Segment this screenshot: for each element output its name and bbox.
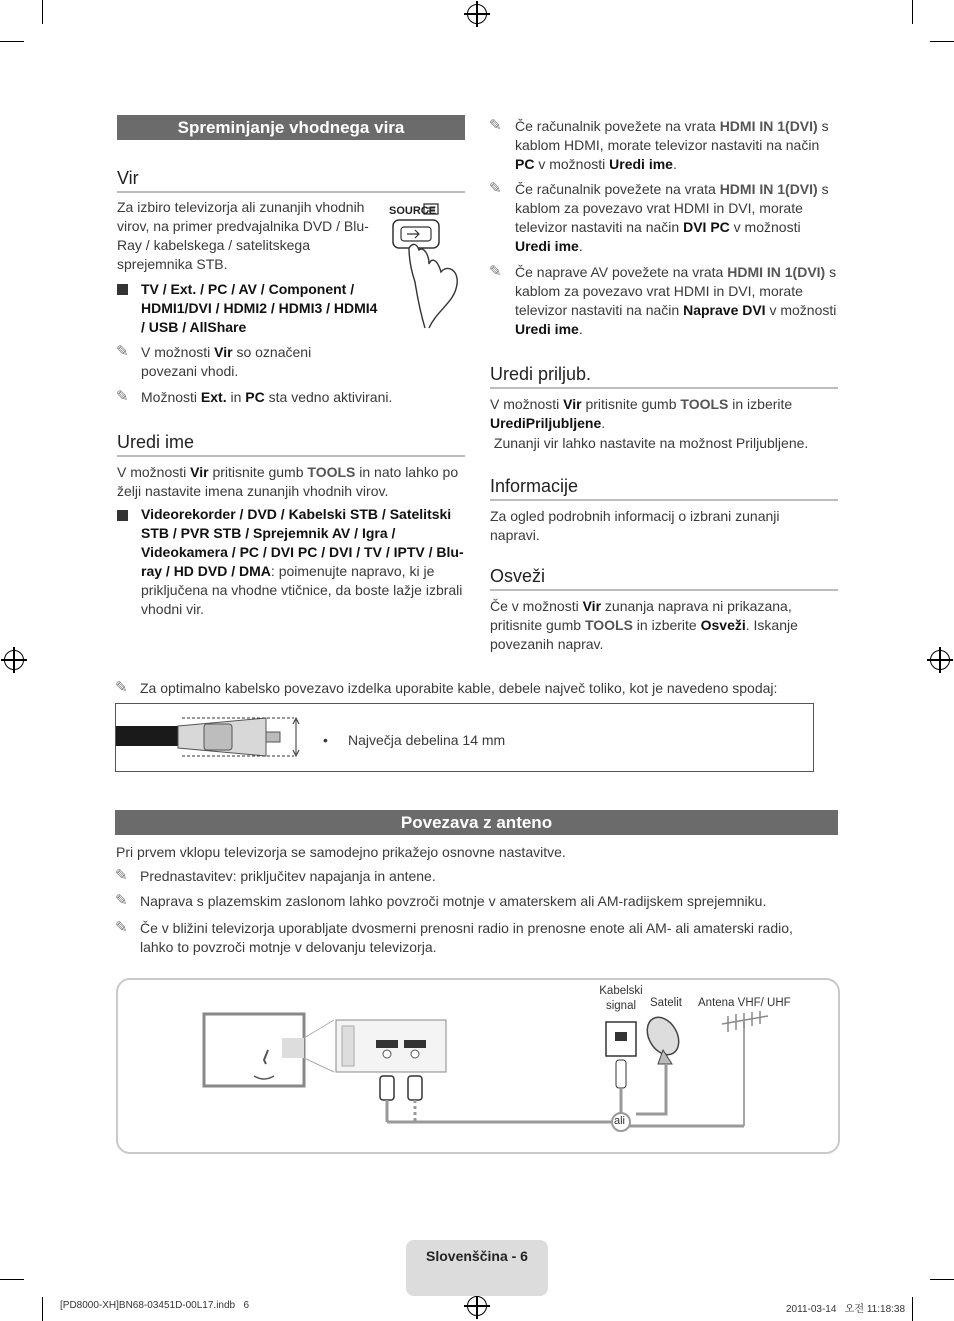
osvezi-text: Če v možnosti Vir zunanja naprava ni prikazana, pritisnite gumb TOOLS in izberite Osveži. Iskanje povezanih naprav. <box>490 598 798 652</box>
note-pencil-icon: ✎ <box>489 262 502 280</box>
print-timestamp: 2011-03-14 오전 11:18:38 <box>786 1304 906 1315</box>
file-info: [PD8000-XH]BN68-03451D-00L17.indb 6 <box>60 1300 250 1311</box>
crop-mark <box>0 1279 24 1280</box>
source-label: SOURCE <box>389 205 437 217</box>
vhf-uhf-antenna-icon <box>722 1011 768 1126</box>
crop-mark <box>930 1279 954 1280</box>
uredi-ime-text: V možnosti Vir pritisnite gumb TOOLS in nato lahko po želji nastavite imena zunanjih vhodnih virov. <box>117 464 459 499</box>
device-names-list: Videorekorder / DVD / Kabelski STB / Satelitski STB / PVR STB / Sprejemnik AV / Igra / Videokamera / PC / DVI PC / DVI / TV / IPTV / Blu- ray / HD DVD / DMA: poimenujte napravo, ki je priključena na vhodne vtičnice, da boste lažje izbrali vhodni vir. <box>141 506 464 617</box>
vir-intro: Za izbiro televizorja ali zunanjih vhodnih virov, na primer predvajalnika DVD / Blu-Ray / kabelskega / satelitskega sprejemnika STB. <box>117 199 369 272</box>
crop-mark <box>912 1297 913 1321</box>
right-note-3: Če naprave AV povežete na vrata HDMI IN 1(DVI) s kablom za povezavo vrat HDMI in DVI, morate televizor nastaviti na način Naprave DVI v možnosti Uredi ime. <box>515 264 837 337</box>
antenna-connection-diagram <box>116 978 840 1154</box>
antenna-note-2: Naprava s plazemskim zaslonom lahko povzroči motnje v amaterskem ali AM-radijskem sprejemniku. <box>140 893 767 909</box>
cable-wall-outlet-icon <box>606 1022 636 1088</box>
note-pencil-icon: ✎ <box>116 387 129 405</box>
source-button-hand-icon <box>385 198 465 336</box>
page-label-tab <box>406 1240 548 1296</box>
max-thickness-bullet: • <box>323 732 328 748</box>
crop-mark <box>930 41 954 42</box>
heading-osvezi: Osveži <box>490 566 838 591</box>
section-title-antenna: Povezava z anteno <box>115 810 838 835</box>
right-note-1: Če računalnik povežete na vrata HDMI IN 1(DVI) s kablom HDMI, morate televizor nastaviti na način PC v možnosti Uredi ime. <box>515 118 829 172</box>
antenna-note-1: Prednastavitev: priključitev napajanja in antene. <box>140 868 436 884</box>
bullet-square <box>117 510 128 521</box>
cable-note: Za optimalno kabelsko povezavo izdelka uporabite kable, debele največ toliko, kot je navedeno spodaj: <box>140 680 778 696</box>
heading-uredi-priljub: Uredi priljub. <box>490 364 838 389</box>
note-pencil-icon: ✎ <box>115 866 128 884</box>
source-list: TV / Ext. / PC / AV / Component / HDMI1/DVI / HDMI2 / HDMI3 / HDMI4 / USB / AllShare <box>141 281 378 335</box>
note-pencil-icon: ✎ <box>489 116 502 134</box>
crop-mark <box>0 41 24 42</box>
informacije-text: Za ogled podrobnih informacij o izbrani zunanji napravi. <box>490 508 780 543</box>
priljub-text: V možnosti Vir pritisnite gumb TOOLS in izberite UrediPriljubljene. <box>490 396 793 431</box>
cable-signal-label: Kabelski signal <box>599 985 643 1012</box>
cable-thickness-box <box>115 703 814 772</box>
section-title-input-source: Spreminjanje vhodnega vira <box>117 115 465 140</box>
heading-vir: Vir <box>117 168 465 193</box>
tv-back-icon <box>204 1014 334 1086</box>
connector-panel-icon <box>336 1020 446 1072</box>
heading-uredi-ime: Uredi ime <box>117 432 465 457</box>
coax-plugs-icon <box>380 1076 422 1100</box>
cable-illustration-icon <box>116 712 306 762</box>
priljub-text-2: Zunanji vir lahko nastavite na možnost Priljubljene. <box>490 435 809 451</box>
page-number: Slovenščina - 6 <box>426 1248 528 1264</box>
note-pencil-icon: ✎ <box>489 179 502 197</box>
note-pencil-icon: ✎ <box>115 678 128 696</box>
crop-mark <box>42 1297 43 1321</box>
heading-informacije: Informacije <box>490 476 838 501</box>
or-label: ali <box>614 1115 626 1127</box>
antenna-note-3: Če v bližini televizorja uporabljate dvosmerni prenosni radio in prenosne enote ali AM- ali amaterski radio, lahko to povzroči motnje v delovanju televizorja. <box>140 920 793 955</box>
antenna-label: Antena VHF/ UHF <box>698 997 791 1009</box>
right-note-2: Če računalnik povežete na vrata HDMI IN 1(DVI) s kablom za povezavo vrat HDMI in DVI, morate televizor nastaviti na način DVI PC v možnosti Uredi ime. <box>515 181 829 254</box>
antenna-intro: Pri prvem vklopu televizorja se samodejno prikažejo osnovne nastavitve. <box>116 844 566 860</box>
note-pencil-icon: ✎ <box>115 918 128 936</box>
note-pencil-icon: ✎ <box>115 891 128 909</box>
crop-mark <box>912 0 913 24</box>
max-thickness-text: Največja debelina 14 mm <box>348 732 506 748</box>
registration-mark-icon <box>467 4 487 24</box>
vir-note-2: Možnosti Ext. in PC sta vedno aktivirani. <box>141 389 393 405</box>
registration-mark-icon <box>467 1296 487 1316</box>
crop-mark <box>42 0 43 24</box>
registration-mark-icon <box>4 650 24 670</box>
registration-mark-icon <box>930 650 950 670</box>
satellite-label: Satelit <box>650 997 682 1009</box>
bullet-square <box>117 284 128 295</box>
satellite-dish-icon <box>641 1012 685 1064</box>
vir-note-1: V možnosti Vir so označeni povezani vhodi. <box>141 344 312 379</box>
note-pencil-icon: ✎ <box>116 342 129 360</box>
